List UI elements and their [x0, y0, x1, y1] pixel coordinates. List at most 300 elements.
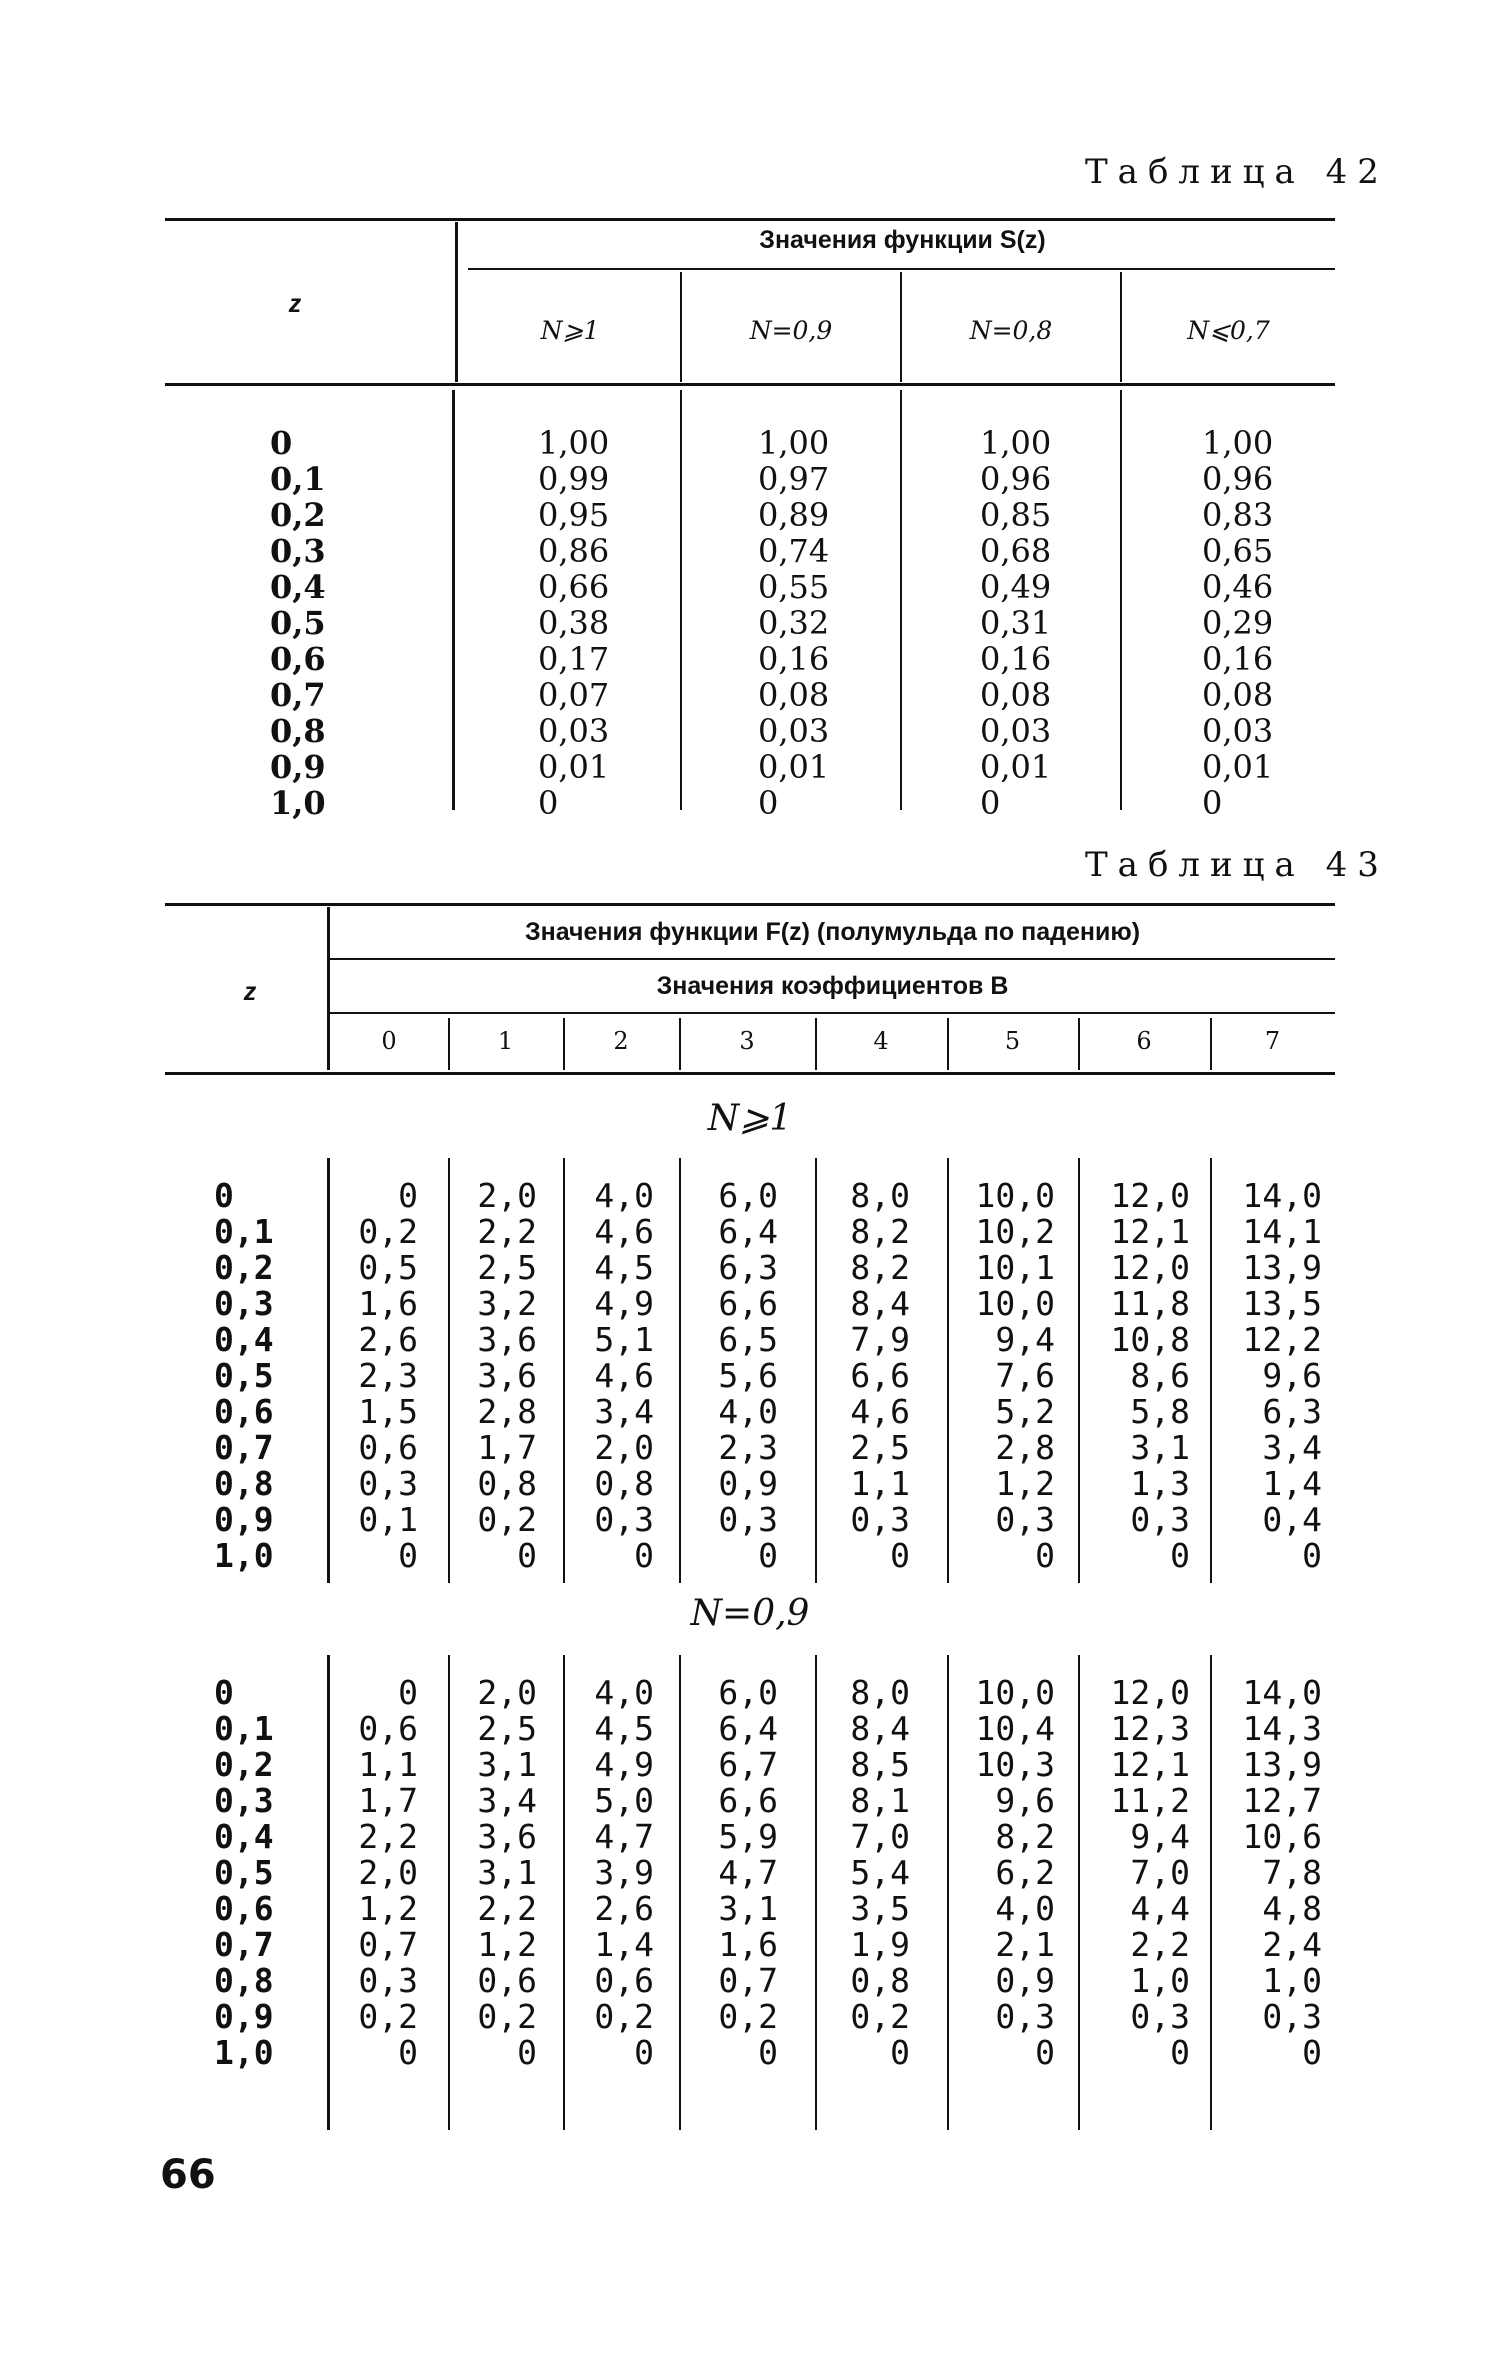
table42-cell: 0,17 [538, 640, 610, 678]
table43-cell: 0 [758, 2033, 778, 2072]
table43-cell: 0,9 [718, 1464, 778, 1503]
table43-caption: Таблица 43 [1085, 845, 1389, 885]
table42-z-cell: 0,5 [270, 604, 326, 642]
table43-cell: 1,2 [477, 1925, 537, 1964]
table42-cell: 0,38 [538, 604, 610, 642]
table42-z-divider [455, 222, 458, 382]
table43-cell: 4,0 [995, 1889, 1055, 1928]
table43-cell: 8,6 [1130, 1356, 1190, 1395]
table42-body-divider [900, 390, 902, 810]
table43-top-rule [165, 903, 1335, 906]
table43-header-bottom-rule [165, 1072, 1335, 1075]
table43-column [1110, 1675, 1190, 2071]
table43-cell: 2,8 [477, 1392, 537, 1431]
table43-cell: 1,6 [358, 1284, 418, 1323]
table43-cell: 14,0 [1242, 1673, 1322, 1712]
table43-cell: 0,3 [995, 1500, 1055, 1539]
table43-cell: 7,6 [995, 1356, 1055, 1395]
table43-cell: 0,6 [477, 1961, 537, 2000]
table42-column [538, 425, 609, 821]
table42-cell: 0,03 [538, 712, 610, 750]
table43-cell: 5,2 [995, 1392, 1055, 1431]
table43-column [592, 1178, 654, 1574]
table42-cell: 0,16 [1202, 640, 1274, 678]
table43-body-divider [679, 1655, 681, 2130]
table43-cell: 6,5 [718, 1320, 778, 1359]
table43-cell: 0,6 [594, 1961, 654, 2000]
table42-caption: Таблица 42 [1085, 152, 1389, 192]
table43-cell: 0,2 [358, 1997, 418, 2036]
table42-cell: 0,74 [758, 532, 830, 570]
table43-column [356, 1675, 418, 2071]
table43-cell: 1,2 [995, 1464, 1055, 1503]
table43-column [848, 1178, 910, 1574]
table42-cell: 0,99 [538, 460, 610, 498]
table43-cell: 14,3 [1242, 1709, 1322, 1748]
table43-z-cell: 0,4 [214, 1817, 274, 1856]
table43-cell: 0,6 [358, 1709, 418, 1748]
table42-z-divider-body [452, 390, 455, 810]
table42-z-cell: 0,6 [270, 640, 326, 678]
table43-cell: 0,8 [594, 1464, 654, 1503]
table42-cell: 0,55 [758, 568, 830, 606]
table43-cell: 1,0 [1130, 1961, 1190, 2000]
table43-cell: 6,0 [718, 1176, 778, 1215]
table42-cell: 0,29 [1202, 604, 1274, 642]
table43-cell: 2,5 [477, 1709, 537, 1748]
table43-b-label: 6 [1136, 1027, 1152, 1055]
table43-body-divider [1210, 1655, 1212, 2130]
table43-cell: 3,1 [1130, 1428, 1190, 1467]
table43-cell: 3,1 [477, 1745, 537, 1784]
table43-cell: 0,3 [995, 1997, 1055, 2036]
table43-cell: 12,0 [1110, 1176, 1190, 1215]
table43-body-divider [448, 1158, 450, 1583]
table43-column [592, 1675, 654, 2071]
table43-cell: 2,5 [850, 1428, 910, 1467]
table43-body-divider [1210, 1158, 1212, 1583]
table42-cell: 0,49 [980, 568, 1052, 606]
table43-cell: 6,7 [718, 1745, 778, 1784]
table43-cell: 0,3 [1130, 1997, 1190, 2036]
table43-cell: 4,5 [594, 1709, 654, 1748]
table43-b-label: 4 [873, 1027, 889, 1055]
table43-cell: 8,2 [850, 1248, 910, 1287]
table43-cell: 1,6 [718, 1925, 778, 1964]
table42-cell: 0,16 [980, 640, 1052, 678]
table43-cell: 3,2 [477, 1284, 537, 1323]
table43-cell: 4,0 [594, 1176, 654, 1215]
table42-column [980, 425, 1051, 821]
table43-cell: 1,1 [850, 1464, 910, 1503]
table43-cell: 3,1 [477, 1853, 537, 1892]
table43-cell: 10,2 [975, 1212, 1055, 1251]
table42-cell: 0,03 [1202, 712, 1274, 750]
table43-cell: 5,1 [594, 1320, 654, 1359]
table43-b-label: 5 [1004, 1027, 1021, 1055]
table43-cell: 11,8 [1110, 1284, 1190, 1323]
table43-cell: 0,3 [1262, 1997, 1322, 2036]
table43-cell: 2,2 [358, 1817, 418, 1856]
table42-z-header: z [288, 290, 302, 318]
table42-n-label: N⩾1 [540, 316, 600, 345]
table43-body-divider [815, 1158, 817, 1583]
table42-func-rule [468, 268, 1335, 270]
table43-cell: 4,9 [594, 1745, 654, 1784]
table43-cell: 12,0 [1110, 1248, 1190, 1287]
table43-z-cell: 0,4 [214, 1320, 274, 1359]
table43-cell: 0,7 [718, 1961, 778, 2000]
table42-z-cell: 0,1 [270, 460, 326, 498]
table43-cell: 8,0 [850, 1673, 910, 1712]
table42-cell: 0 [538, 784, 559, 822]
table43-b-divider [563, 1018, 565, 1070]
table42-cell: 0,85 [980, 496, 1052, 534]
table43-z-cell: 0,2 [214, 1248, 274, 1287]
table42-cell: 1,00 [758, 424, 830, 462]
table43-coef-rule [330, 1012, 1335, 1014]
table43-z-cell: 0,8 [214, 1464, 274, 1503]
table43-cell: 10,6 [1242, 1817, 1322, 1856]
table43-cell: 4,8 [1262, 1889, 1322, 1928]
table43-cell: 4,7 [594, 1817, 654, 1856]
table42-z-cell: 0 [270, 424, 293, 462]
table42-cell: 0,16 [758, 640, 830, 678]
table43-cell: 2,3 [718, 1428, 778, 1467]
table43-cell: 2,5 [477, 1248, 537, 1287]
table43-cell: 1,5 [358, 1392, 418, 1431]
page-number: 66 [160, 2152, 216, 2198]
table42-n-label: N=0,9 [749, 316, 833, 345]
table43-b-divider [815, 1018, 817, 1070]
table43-cell: 3,4 [477, 1781, 537, 1820]
table43-b-label: 2 [613, 1027, 629, 1055]
table43-cell: 8,2 [850, 1212, 910, 1251]
table43-cell: 8,2 [995, 1817, 1055, 1856]
table43-b-divider [1210, 1018, 1212, 1070]
table43-cell: 2,4 [1262, 1925, 1322, 1964]
table43-cell: 0 [398, 2033, 418, 2072]
table43-cell: 0,4 [1262, 1500, 1322, 1539]
table43-section-label: N⩾1 [707, 1098, 793, 1139]
table43-cell: 0 [1035, 2033, 1055, 2072]
table43-cell: 10,0 [975, 1673, 1055, 1712]
table43-cell: 4,4 [1130, 1889, 1190, 1928]
table43-cell: 2,2 [1130, 1925, 1190, 1964]
table43-cell: 6,0 [718, 1673, 778, 1712]
table42-cell: 0,01 [758, 748, 830, 786]
table43-cell: 3,6 [477, 1320, 537, 1359]
table42-cell: 0,89 [758, 496, 830, 534]
table42-body-divider [680, 390, 682, 810]
table43-cell: 11,2 [1110, 1781, 1190, 1820]
table43-column [716, 1178, 778, 1574]
table43-cell: 0,9 [995, 1961, 1055, 2000]
table42-cell: 0,03 [980, 712, 1052, 750]
table42-n-label: N=0,8 [969, 316, 1053, 345]
table43-cell: 5,6 [718, 1356, 778, 1395]
table43-cell: 4,6 [850, 1392, 910, 1431]
table43-cell: 1,4 [594, 1925, 654, 1964]
table43-cell: 8,5 [850, 1745, 910, 1784]
table42-cell: 0,65 [1202, 532, 1274, 570]
table43-cell: 1,3 [1130, 1464, 1190, 1503]
table43-cell: 4,0 [594, 1673, 654, 1712]
table43-b-divider [448, 1018, 450, 1070]
table43-z-cell: 0 [214, 1176, 234, 1215]
table43-cell: 0 [890, 1536, 910, 1575]
table42-z-column [270, 425, 326, 821]
table43-cell: 9,4 [1130, 1817, 1190, 1856]
table43-z-cell: 0,1 [214, 1212, 274, 1251]
table43-cell: 12,2 [1242, 1320, 1322, 1359]
table42-body-divider [1120, 390, 1122, 810]
table43-cell: 0 [517, 2033, 537, 2072]
table43-body-divider [327, 1158, 330, 1583]
table43-cell: 3,6 [477, 1817, 537, 1856]
table43-z-cell: 0,9 [214, 1500, 274, 1539]
table43-cell: 5,4 [850, 1853, 910, 1892]
table43-body-divider [563, 1655, 565, 2130]
table43-cell: 4,6 [594, 1356, 654, 1395]
table43-cell: 4,5 [594, 1248, 654, 1287]
table43-cell: 5,0 [594, 1781, 654, 1820]
table42-cell: 0,01 [538, 748, 610, 786]
table43-body-divider [327, 1655, 330, 2130]
table43-z-cell: 0,7 [214, 1428, 274, 1467]
table43-cell: 0,3 [1130, 1500, 1190, 1539]
table43-cell: 13,9 [1242, 1248, 1322, 1287]
table42-cell: 0,31 [980, 604, 1052, 642]
table42-cell: 0,46 [1202, 568, 1274, 606]
table43-column [975, 1178, 1055, 1574]
table43-cell: 10,0 [975, 1176, 1055, 1215]
table43-b-divider [1078, 1018, 1080, 1070]
table43-cell: 1,4 [1262, 1464, 1322, 1503]
table43-column [716, 1675, 778, 2071]
table43-cell: 0 [1302, 1536, 1322, 1575]
table43-body-divider [815, 1655, 817, 2130]
table43-cell: 13,9 [1242, 1745, 1322, 1784]
table43-z-cell: 0,9 [214, 1997, 274, 2036]
table43-cell: 7,8 [1262, 1853, 1322, 1892]
table43-cell: 0,3 [850, 1500, 910, 1539]
table43-cell: 2,0 [477, 1176, 537, 1215]
table43-b-divider [679, 1018, 681, 1070]
table43-z-cell: 0,5 [214, 1853, 274, 1892]
table42-cell: 0,95 [538, 496, 610, 534]
table43-z-cell: 0,5 [214, 1356, 274, 1395]
table43-cell: 6,2 [995, 1853, 1055, 1892]
table43-cell: 0 [517, 1536, 537, 1575]
table43-cell: 8,4 [850, 1284, 910, 1323]
table43-body-divider [947, 1158, 949, 1583]
table43-z-cell: 0,8 [214, 1961, 274, 2000]
table42-cell: 0,32 [758, 604, 830, 642]
table43-section-label: N=0,9 [690, 1593, 810, 1634]
table43-cell: 6,6 [850, 1356, 910, 1395]
table42-cell: 0,03 [758, 712, 830, 750]
table43-cell: 6,4 [718, 1212, 778, 1251]
table43-cell: 2,2 [477, 1212, 537, 1251]
table42-func-header: Значения функции S(z) [759, 226, 1046, 254]
table43-column [475, 1675, 537, 2071]
table43-z-column [214, 1178, 274, 1574]
table43-z-cell: 0,6 [214, 1392, 274, 1431]
table42-cell: 0,08 [1202, 676, 1274, 714]
table42-cell: 1,00 [538, 424, 610, 462]
table43-cell: 3,5 [850, 1889, 910, 1928]
table43-func-rule [330, 958, 1335, 960]
table43-cell: 2,0 [358, 1853, 418, 1892]
table43-cell: 0 [1302, 2033, 1322, 2072]
table43-cell: 0 [634, 2033, 654, 2072]
table42-cell: 0,96 [980, 460, 1052, 498]
table43-cell: 6,4 [718, 1709, 778, 1748]
table43-column [475, 1178, 537, 1574]
table43-cell: 5,9 [718, 1817, 778, 1856]
table43-cell: 0 [398, 1673, 418, 1712]
table43-cell: 0,3 [718, 1500, 778, 1539]
table43-cell: 0,8 [850, 1961, 910, 2000]
table43-cell: 14,0 [1242, 1176, 1322, 1215]
table43-b-label: 1 [497, 1027, 514, 1055]
table43-cell: 12,7 [1242, 1781, 1322, 1820]
table42-z-cell: 0,8 [270, 712, 326, 750]
table43-func-header: Значения функции F(z) (полумульда по падению) [524, 918, 1141, 946]
table43-cell: 4,9 [594, 1284, 654, 1323]
table43-column [848, 1675, 910, 2071]
table43-cell: 12,0 [1110, 1673, 1190, 1712]
table42-cell: 0 [1202, 784, 1223, 822]
table43-cell: 2,6 [594, 1889, 654, 1928]
table43-cell: 0,3 [358, 1961, 418, 2000]
table43-cell: 1,0 [1262, 1961, 1322, 2000]
table43-cell: 2,8 [995, 1428, 1055, 1467]
table43-cell: 12,1 [1110, 1745, 1190, 1784]
table42-cell: 0,97 [758, 460, 830, 498]
table43-b-label: 3 [739, 1027, 755, 1055]
table43-cell: 0,2 [358, 1212, 418, 1251]
table43-cell: 0 [1035, 1536, 1055, 1575]
table43-cell: 6,3 [718, 1248, 778, 1287]
table43-cell: 0 [634, 1536, 654, 1575]
table43-body-divider [679, 1158, 681, 1583]
table42-column [1202, 425, 1273, 821]
table43-cell: 0 [890, 2033, 910, 2072]
table42-top-rule [165, 218, 1335, 221]
table43-z-cell: 0,7 [214, 1925, 274, 1964]
table43-cell: 6,6 [718, 1781, 778, 1820]
table43-cell: 7,0 [850, 1817, 910, 1856]
table43-column [1110, 1178, 1190, 1574]
table43-b-divider [947, 1018, 949, 1070]
table42-column [758, 425, 829, 821]
table43-z-cell: 0,3 [214, 1781, 274, 1820]
table43-body-divider [947, 1655, 949, 2130]
table42-cell: 0,08 [980, 676, 1052, 714]
table43-cell: 10,1 [975, 1248, 1055, 1287]
table43-cell: 0,2 [594, 1997, 654, 2036]
table43-z-cell: 0,6 [214, 1889, 274, 1928]
table43-cell: 7,9 [850, 1320, 910, 1359]
table43-z-cell: 1,0 [214, 1536, 274, 1575]
table42-cell: 0,01 [1202, 748, 1274, 786]
table43-cell: 1,2 [358, 1889, 418, 1928]
table43-cell: 0 [398, 1176, 418, 1215]
table42-cell: 0,07 [538, 676, 610, 714]
table43-cell: 0,1 [358, 1500, 418, 1539]
table43-cell: 6,6 [718, 1284, 778, 1323]
table43-z-cell: 0,1 [214, 1709, 274, 1748]
table42-z-cell: 0,7 [270, 676, 326, 714]
table43-b-label: 0 [381, 1027, 397, 1055]
table43-cell: 13,5 [1242, 1284, 1322, 1323]
table42-cell: 0,68 [980, 532, 1052, 570]
table43-cell: 2,2 [477, 1889, 537, 1928]
table43-cell: 2,0 [594, 1428, 654, 1467]
table43-cell: 8,0 [850, 1176, 910, 1215]
table43-cell: 4,7 [718, 1853, 778, 1892]
table43-cell: 0 [758, 1536, 778, 1575]
table43-cell: 1,7 [477, 1428, 537, 1467]
table43-z-header: z [243, 978, 257, 1006]
table43-cell: 0,6 [358, 1428, 418, 1467]
table43-cell: 14,1 [1242, 1212, 1322, 1251]
table43-cell: 9,6 [1262, 1356, 1322, 1395]
table43-z-cell: 0,3 [214, 1284, 274, 1323]
table43-cell: 1,9 [850, 1925, 910, 1964]
table43-z-cell: 0 [214, 1673, 234, 1712]
table43-cell: 4,0 [718, 1392, 778, 1431]
table43-cell: 0,2 [718, 1997, 778, 2036]
table43-cell: 3,6 [477, 1356, 537, 1395]
table43-cell: 0,3 [358, 1464, 418, 1503]
table42-n-label: N⩽0,7 [1187, 316, 1270, 345]
table43-cell: 2,3 [358, 1356, 418, 1395]
table42-header-bottom-rule [165, 383, 1335, 386]
table43-cell: 7,0 [1130, 1853, 1190, 1892]
table43-cell: 10,0 [975, 1284, 1055, 1323]
table43-cell: 9,6 [995, 1781, 1055, 1820]
table43-cell: 0,2 [850, 1997, 910, 2036]
table43-column [1242, 1178, 1322, 1574]
table43-cell: 1,7 [358, 1781, 418, 1820]
table42-cell: 0,08 [758, 676, 830, 714]
table42-cell: 1,00 [980, 424, 1052, 462]
table43-cell: 12,3 [1110, 1709, 1190, 1748]
table43-cell: 0 [1170, 2033, 1190, 2072]
table43-column [1242, 1675, 1322, 2071]
table42-z-cell: 0,2 [270, 496, 326, 534]
table43-b-label: 7 [1264, 1027, 1281, 1055]
table43-cell: 6,3 [1262, 1392, 1322, 1431]
table43-cell: 9,4 [995, 1320, 1055, 1359]
table43-cell: 4,6 [594, 1212, 654, 1251]
table43-cell: 10,3 [975, 1745, 1055, 1784]
table43-cell: 5,8 [1130, 1392, 1190, 1431]
table43-cell: 3,1 [718, 1889, 778, 1928]
table43-z-cell: 1,0 [214, 2033, 274, 2072]
table43-cell: 12,1 [1110, 1212, 1190, 1251]
table42-z-cell: 0,4 [270, 568, 326, 606]
table42-cell: 0,96 [1202, 460, 1274, 498]
table43-column [975, 1675, 1055, 2071]
table42-cell: 0 [980, 784, 1001, 822]
table43-cell: 3,4 [1262, 1428, 1322, 1467]
table42-cell: 0,66 [538, 568, 610, 606]
table43-body-divider [448, 1655, 450, 2130]
